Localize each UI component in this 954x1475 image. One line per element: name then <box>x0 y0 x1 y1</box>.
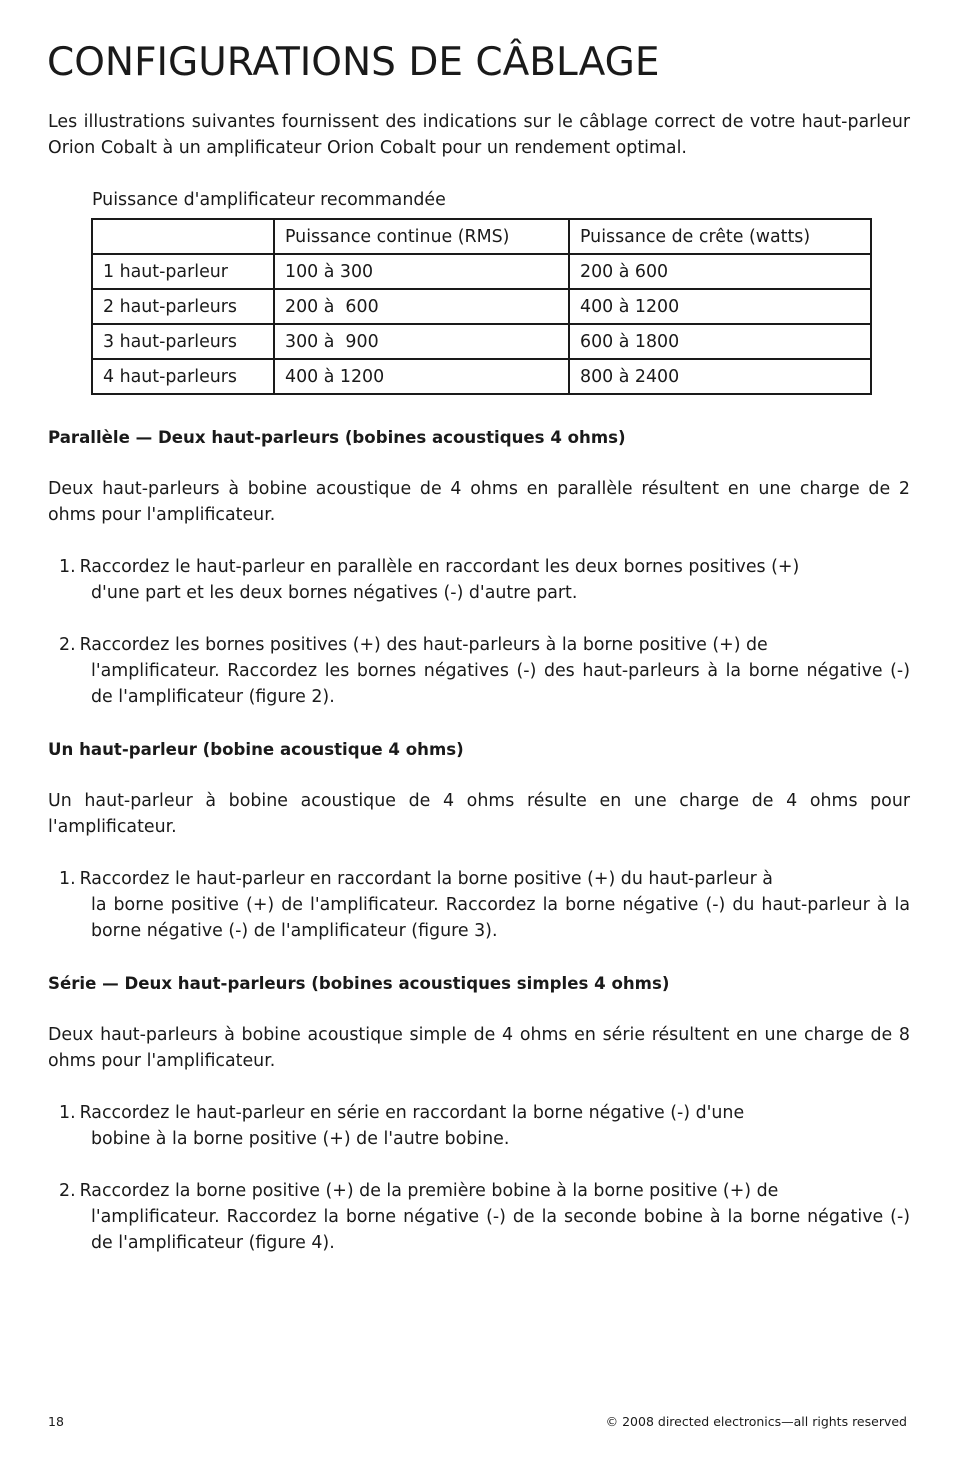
table-cell: 800 à 2400 <box>569 359 871 394</box>
step-text-continued: la borne positive (+) de l'amplificateur. Raccordez la borne négative (-) du haut-parleur à la borne négative (-) de l'amplificateur (figure 3). <box>91 895 910 941</box>
table-row <box>92 289 871 324</box>
step-text: Raccordez le haut-parleur en raccordant la borne positive (+) du haut-parleur à <box>79 869 773 889</box>
table-header-cell <box>92 219 274 254</box>
step-item <box>59 866 910 944</box>
intro-paragraph: Les illustrations suivantes fournissent des indications sur le câblage correct de votre haut-parleur Orion Cobalt à un amplificateur Orion Cobalt pour un rendement optimal. <box>48 112 910 158</box>
step-item <box>59 554 910 606</box>
step-text: Raccordez le haut-parleur en parallèle en raccordant les deux bornes positives (+) <box>79 557 800 577</box>
table-cell: 1 haut-parleur <box>92 254 274 289</box>
step-text-continued: l'amplificateur. Raccordez les bornes négatives (-) des haut-parleurs à la borne négative (-) de l'amplificateur (figure 2). <box>91 661 910 707</box>
step-text: Raccordez les bornes positives (+) des haut-parleurs à la borne positive (+) de <box>79 635 768 655</box>
table-cell: 400 à 1200 <box>274 359 569 394</box>
step-number: 1. <box>59 1103 76 1123</box>
table-cell: 100 à 300 <box>274 254 569 289</box>
section-description: Un haut-parleur à bobine acoustique de 4 ohms résulte en une charge de 4 ohms pour l'amplificateur. <box>48 791 910 837</box>
step-number: 1. <box>59 557 76 577</box>
section-heading-parallel: Parallèle — Deux haut-parleurs (bobines acoustiques 4 ohms) <box>48 428 626 447</box>
section-description: Deux haut-parleurs à bobine acoustique simple de 4 ohms en série résultent en une charge de 8 ohms pour l'amplificateur. <box>48 1025 910 1071</box>
step-item <box>59 1178 910 1256</box>
page-number: 18 <box>48 1414 64 1429</box>
table-cell: 3 haut-parleurs <box>92 324 274 359</box>
section-heading-single: Un haut-parleur (bobine acoustique 4 ohms) <box>48 740 464 759</box>
step-number: 2. <box>59 1181 76 1201</box>
table-cell: 300 à 900 <box>274 324 569 359</box>
table-row <box>92 254 871 289</box>
step-text-continued: bobine à la borne positive (+) de l'autre bobine. <box>91 1129 510 1149</box>
table-cell: 200 à 600 <box>274 289 569 324</box>
step-number: 1. <box>59 869 76 889</box>
table-header-cell: Puissance de crête (watts) <box>569 219 871 254</box>
step-item <box>59 1100 910 1152</box>
table-cell: 200 à 600 <box>569 254 871 289</box>
step-item <box>59 632 910 710</box>
table-row <box>92 359 871 394</box>
table-cell: 4 haut-parleurs <box>92 359 274 394</box>
table-cell: 2 haut-parleurs <box>92 289 274 324</box>
step-text: Raccordez la borne positive (+) de la première bobine à la borne positive (+) de <box>79 1181 779 1201</box>
step-text: Raccordez le haut-parleur en série en raccordant la borne négative (-) d'une <box>79 1103 745 1123</box>
copyright-notice: © 2008 directed electronics—all rights reserved <box>605 1414 907 1429</box>
step-text-continued: d'une part et les deux bornes négatives (-) d'autre part. <box>91 583 578 603</box>
table-cell: 600 à 1800 <box>569 324 871 359</box>
table-row <box>92 324 871 359</box>
section-description: Deux haut-parleurs à bobine acoustique de 4 ohms en parallèle résultent en une charge de 2 ohms pour l'amplificateur. <box>48 479 910 525</box>
step-number: 2. <box>59 635 76 655</box>
power-table <box>91 218 872 395</box>
table-header-cell: Puissance continue (RMS) <box>274 219 569 254</box>
table-caption: Puissance d'amplificateur recommandée <box>92 190 446 210</box>
section-heading-series: Série — Deux haut-parleurs (bobines acoustiques simples 4 ohms) <box>48 974 670 993</box>
step-text-continued: l'amplificateur. Raccordez la borne négative (-) de la seconde bobine à la borne négative (-) de l'amplificateur (figure 4). <box>91 1207 910 1253</box>
page-title: CONFIGURATIONS DE CÂBLAGE <box>47 40 660 85</box>
table-cell: 400 à 1200 <box>569 289 871 324</box>
table-header-row <box>92 219 871 254</box>
